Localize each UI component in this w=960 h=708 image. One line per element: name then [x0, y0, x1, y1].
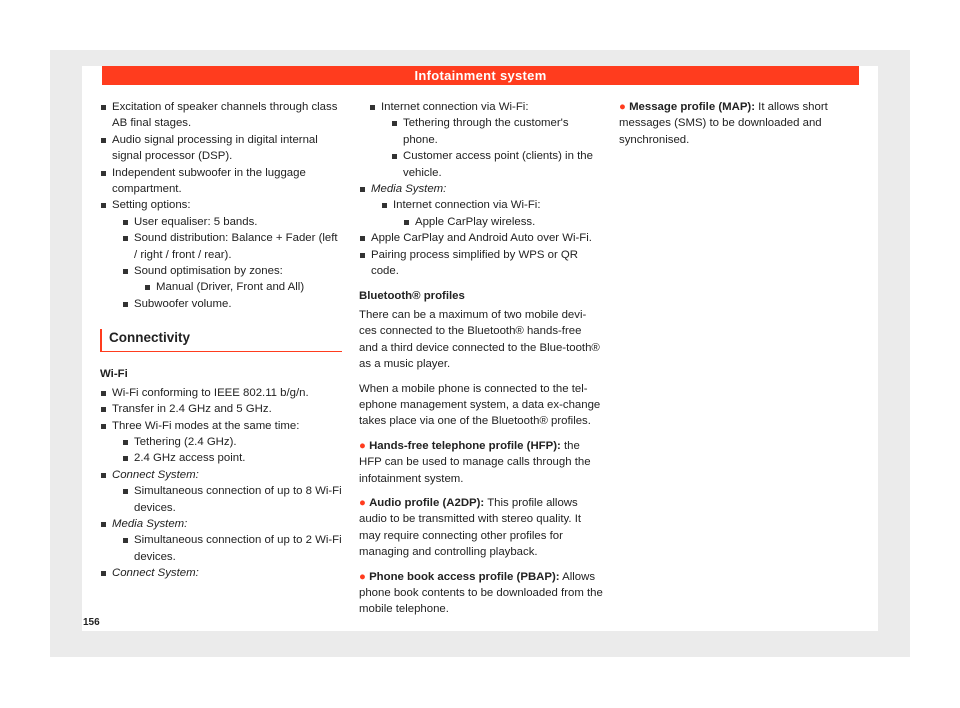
internet-list — [381, 115, 603, 181]
profile-name: Hands-free telephone profile (HFP): — [369, 439, 561, 452]
column-3 — [619, 99, 853, 156]
list-item-label: Media System: — [371, 183, 447, 196]
profile-pbap — [359, 569, 603, 618]
list-item-connect-system — [100, 467, 342, 516]
media-system-list — [112, 532, 342, 565]
setting-options-list — [112, 214, 342, 312]
list-item-media-system-2 — [359, 181, 603, 230]
bullet-icon: ● — [359, 570, 366, 583]
list-item-wifi-modes — [100, 418, 342, 467]
wifi-modes-list — [112, 434, 342, 467]
list-item-internet-2 — [381, 197, 603, 230]
list-item: Pairing process simplified by WPS or QR code. — [359, 247, 603, 280]
profile-name: Audio profile (A2DP): — [369, 496, 485, 509]
list-item: Apple CarPlay wireless. — [403, 214, 603, 230]
chapter-header: Infotainment system — [102, 66, 859, 85]
list-item: Sound distribution: Balance + Fader (left / right / front / rear). — [122, 230, 342, 263]
list-item-label: Sound optimisation by zones: — [134, 265, 283, 278]
media-system-2-list — [371, 197, 603, 230]
bullet-icon: ● — [359, 496, 366, 509]
wifi-subtitle: Wi-Fi — [100, 368, 128, 381]
profile-text: Allows phone book contents to be downloaded from the mobile telephone. — [359, 570, 603, 616]
list-item: Subwoofer volume. — [122, 296, 342, 312]
paragraph: There can be a maximum of two mobile devi-ces connected to the Bluetooth® hands-free and a third device connected to the Blue-tooth® as a music player. — [359, 308, 600, 371]
paragraph: When a mobile phone is connected to the tel-ephone management system, a data ex-change takes place via one of the Bluetooth® profiles. — [359, 382, 601, 428]
list-item-media-system — [100, 516, 342, 565]
profile-text: It allows short messages (SMS) to be downloaded and synchronised. — [619, 101, 828, 146]
list-item-label: Connect System: — [112, 468, 199, 481]
list-item-zones — [122, 263, 342, 296]
list-item-connect-system-2: Connect System: — [100, 565, 342, 581]
list-item: 2.4 GHz access point. — [122, 450, 342, 466]
profile-text: the HFP can be used to manage calls through the infotainment system. — [359, 439, 591, 485]
list-item: User equaliser: 5 bands. — [122, 214, 342, 230]
bullet-icon: ● — [359, 439, 366, 452]
section-title-connectivity: Connectivity — [100, 329, 342, 352]
connect-system-list — [112, 483, 342, 516]
list-item: Audio signal processing in digital internal signal processor (DSP). — [100, 132, 342, 165]
column-2 — [359, 99, 603, 626]
list-item-setting-options — [100, 197, 342, 312]
column-1 — [100, 99, 342, 582]
list-item: Simultaneous connection of up to 8 Wi-Fi devices. — [122, 483, 342, 516]
list-item: Excitation of speaker channels through class AB final stages. — [100, 99, 342, 132]
connect-continued-list — [359, 99, 603, 279]
internet-2-list — [393, 214, 603, 230]
list-item: Transfer in 2.4 GHz and 5 GHz. — [100, 401, 342, 417]
profile-name: Message profile (MAP): — [629, 101, 756, 113]
profile-hfp — [359, 438, 603, 487]
list-item-label: Media System: — [112, 517, 188, 530]
list-item-label: Internet connection via Wi-Fi: — [393, 199, 541, 212]
list-item-label: Setting options: — [112, 199, 191, 212]
list-item: Apple CarPlay and Android Auto over Wi-Fi. — [359, 230, 603, 246]
bullet-icon: ● — [619, 101, 626, 113]
list-item: Wi-Fi conforming to IEEE 802.11 b/g/n. — [100, 385, 342, 401]
list-item-label: Internet connection via Wi-Fi: — [381, 101, 529, 113]
page-number: 156 — [83, 617, 100, 628]
profile-name: Phone book access profile (PBAP): — [369, 570, 560, 583]
list-item: Tethering through the customer's phone. — [391, 115, 603, 148]
list-item: Customer access point (clients) in the vehicle. — [391, 148, 603, 181]
feature-list — [100, 99, 342, 312]
profile-text: This profile allows audio to be transmitted with stereo quality. It may require connecting other profiles for managing and controlling playback. — [359, 496, 582, 559]
profile-map — [619, 99, 853, 148]
list-item: Manual (Driver, Front and All) — [144, 279, 342, 295]
profile-a2dp — [359, 495, 603, 561]
list-item-label: Three Wi-Fi modes at the same time: — [112, 419, 300, 432]
bluetooth-subtitle: Bluetooth® profiles — [359, 290, 465, 303]
list-item: Tethering (2.4 GHz). — [122, 434, 342, 450]
wifi-list — [100, 385, 342, 582]
list-item-internet — [369, 99, 603, 181]
list-item: Simultaneous connection of up to 2 Wi-Fi devices. — [122, 532, 342, 565]
list-item: Independent subwoofer in the luggage compartment. — [100, 165, 342, 198]
zones-list — [134, 279, 342, 295]
